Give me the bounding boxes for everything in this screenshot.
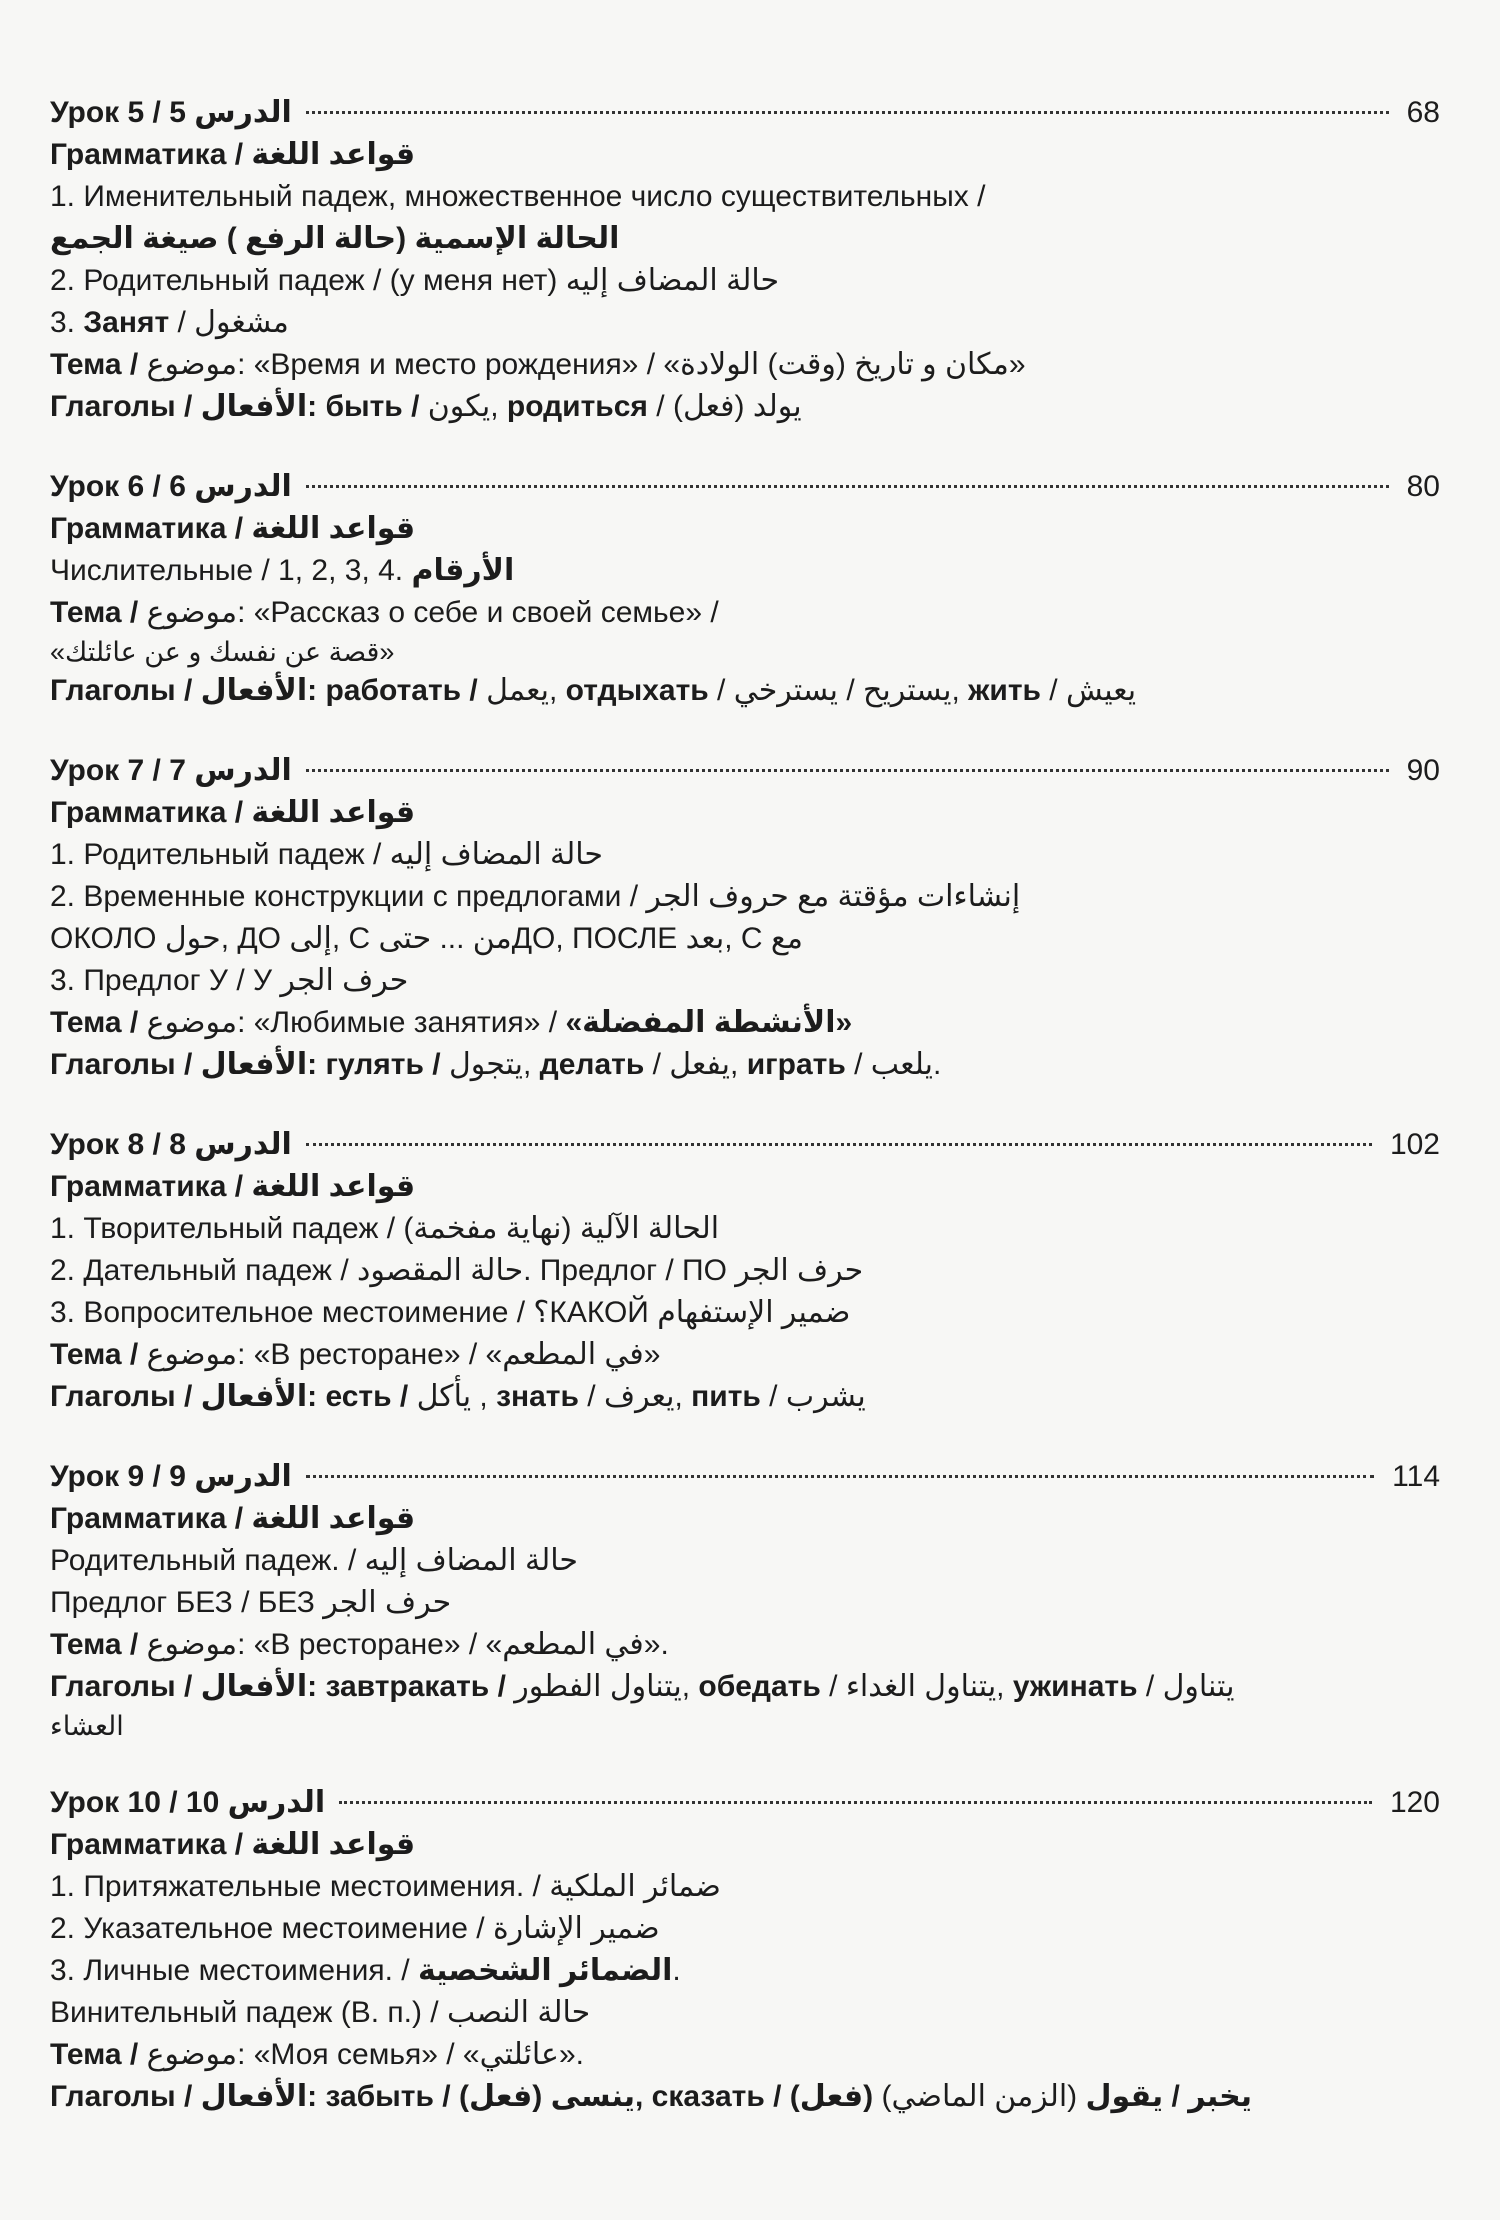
text: 3. (50, 306, 84, 339)
lesson-detail-line (50, 876, 1440, 918)
text: / يستريح / يسترخي, (708, 674, 969, 707)
bold-text: Грамматика / قواعد اللغة (50, 1828, 416, 1861)
text: 2. Указательное местоимение / ضمير الإشارة (50, 1912, 660, 1945)
text: / يشرب (760, 1380, 866, 1413)
lesson-heading-row[interactable] (50, 466, 1440, 508)
page-number: 68 (1406, 96, 1440, 129)
text: 1. Родительный падеж / حالة المضاف إليه (50, 838, 603, 871)
text: يتناول الفطور, (514, 1670, 699, 1703)
text: / يتناول (1137, 1670, 1235, 1703)
text: موضوع: «В ресторане» / «في المطعم» (146, 1338, 661, 1371)
bold-text: Тема / (50, 2038, 147, 2071)
lesson-entry (50, 466, 1440, 712)
lesson-list (50, 92, 1440, 2118)
text: / يتناول الغداء, (820, 1670, 1013, 1703)
lesson-detail-line (50, 1992, 1440, 2034)
lesson-heading-row[interactable] (50, 1782, 1440, 1824)
text: يعمل, (486, 674, 566, 707)
lesson-detail-line (50, 2034, 1440, 2076)
bold-text: Тема / (50, 596, 147, 629)
bold-text: Глаголы / الأفعال: гулять / (50, 1048, 449, 1081)
text: العشاء (50, 1711, 124, 1741)
page-number: 90 (1406, 754, 1440, 787)
text: 2. Дательный падеж / حالة المقصود. Предлог / ПО حرف الجر (50, 1254, 864, 1287)
text: Предлог БЕЗ / БЕЗ حرف الجر (50, 1586, 452, 1619)
text: 2. Родительный падеж / (у меня нет) حالة المضاف إليه (50, 264, 780, 297)
lesson-detail-line (50, 1334, 1440, 1376)
text: 3. Предлог У / У حرف الجر (50, 964, 409, 997)
text: موضوع: «Рассказ о себе и своей семье» / (146, 596, 719, 629)
lesson-entry (50, 1456, 1440, 1744)
dot-leader (306, 1143, 1372, 1146)
lesson-detail-line (50, 1002, 1440, 1044)
text: موضوع: «Время и место рождения» / «مكان و تاريخ (وقت) الولادة» (146, 348, 1026, 381)
text: Винительный падеж (В. п.) / حالة النصب (50, 1996, 591, 2029)
lesson-heading-row[interactable] (50, 92, 1440, 134)
lesson-detail-line (50, 1166, 1440, 1208)
dot-leader (306, 769, 1389, 772)
lesson-title: Урок 8 / 8 الدرس (50, 1128, 292, 1161)
text: (الزمن الماضي) (881, 2080, 1086, 2113)
lesson-entry (50, 750, 1440, 1086)
text: / يولد (فعل) (647, 390, 802, 423)
bold-text: Глаголы / الأفعال: завтракать / (50, 1670, 515, 1703)
page-number: 80 (1406, 470, 1440, 503)
bold-text: Занят (83, 306, 170, 339)
lesson-detail-line (50, 834, 1440, 876)
text: موضوع: «В ресторане» / «في المطعم». (146, 1628, 669, 1661)
text: «قصة عن نفسك و عن عائلتك» (50, 637, 395, 667)
lesson-title: Урок 9 / 9 الدرس (50, 1460, 292, 1493)
bold-text: родиться (506, 390, 648, 423)
lesson-detail-line (50, 1708, 1440, 1744)
bold-text: пить (691, 1380, 761, 1413)
text: . (672, 1954, 681, 1987)
text: / يفعل, (644, 1048, 747, 1081)
text: / يلعب. (845, 1048, 942, 1081)
text: موضوع: «Моя семья» / «عائلتي». (146, 2038, 584, 2071)
bold-text: Глаголы / الأفعال: забыть / (فعل) ينسى, сказать / (فعل) يخبر / يقول (50, 2080, 1252, 2113)
lesson-detail-line (50, 134, 1440, 176)
dot-leader (339, 1801, 1372, 1804)
lesson-detail-line (50, 1498, 1440, 1540)
lesson-detail-line (50, 634, 1440, 670)
lesson-title: Урок 6 / 6 الدرس (50, 470, 292, 503)
bold-text: الأرقام (411, 554, 515, 587)
bold-text: отдыхать (565, 674, 709, 707)
lesson-detail-line (50, 508, 1440, 550)
bold-text: Грамматика / قواعد اللغة (50, 512, 416, 545)
lesson-entry (50, 1782, 1440, 2118)
lesson-detail-line (50, 550, 1440, 592)
text: / يعيش (1040, 674, 1137, 707)
text: يتجول, (448, 1048, 540, 1081)
text: يكون, (427, 390, 507, 423)
lesson-detail-line (50, 344, 1440, 386)
bold-text: играть (746, 1048, 846, 1081)
lesson-heading-row[interactable] (50, 750, 1440, 792)
lesson-detail-line (50, 1908, 1440, 1950)
lesson-detail-line (50, 1044, 1440, 1086)
lesson-detail-line (50, 918, 1440, 960)
bold-text: Грамматика / قواعد اللغة (50, 796, 416, 829)
bold-text: Глаголы / الأفعال: быть / (50, 390, 428, 423)
text: / مشغول (169, 306, 289, 339)
lesson-heading-row[interactable] (50, 1124, 1440, 1166)
text: 1. Притяжательные местоимения. / ضمائر الملكية (50, 1870, 721, 1903)
lesson-detail-line (50, 792, 1440, 834)
lesson-title: Урок 10 / 10 الدرس (50, 1786, 326, 1819)
lesson-title: Урок 5 / 5 الدرس (50, 96, 292, 129)
text: / يعرف, (578, 1380, 692, 1413)
bold-text: Тема / (50, 1628, 147, 1661)
lesson-detail-line (50, 386, 1440, 428)
page-number: 114 (1392, 1460, 1440, 1493)
bold-text: Тема / (50, 1006, 147, 1039)
bold-text: Грамматика / قواعد اللغة (50, 1502, 416, 1535)
bold-text: الضمائر الشخصية (417, 1954, 673, 1987)
lesson-detail-line (50, 302, 1440, 344)
lesson-detail-line (50, 1582, 1440, 1624)
text: يأكل , (416, 1380, 497, 1413)
page-number: 102 (1389, 1128, 1440, 1161)
text: 1. Именительный падеж, множественное число существительных / (50, 180, 986, 213)
lesson-entry (50, 92, 1440, 428)
lesson-detail-line (50, 1824, 1440, 1866)
dot-leader (306, 111, 1389, 114)
lesson-detail-line (50, 1866, 1440, 1908)
lesson-heading-row[interactable] (50, 1456, 1440, 1498)
bold-text: делать (539, 1048, 645, 1081)
text: موضوع: «Любимые занятия» / (146, 1006, 566, 1039)
text: ОКОЛО حول, ДО إلى, С من ... حتىДО, ПОСЛЕ بعد, С مع (50, 922, 803, 955)
text: Родительный падеж. / حالة المضاف إليه (50, 1544, 578, 1577)
lesson-detail-line (50, 1624, 1440, 1666)
bold-text: Грамматика / قواعد اللغة (50, 138, 416, 171)
bold-text: жить (968, 674, 1041, 707)
lesson-entry (50, 1124, 1440, 1418)
lesson-title: Урок 7 / 7 الدرس (50, 754, 292, 787)
lesson-detail-line (50, 1376, 1440, 1418)
text: 3. Личные местоимения. / (50, 1954, 418, 1987)
bold-text: Глаголы / الأفعال: работать / (50, 674, 487, 707)
bold-text: Грамматика / قواعد اللغة (50, 1170, 416, 1203)
text: 3. Вопросительное местоимение / ؟КАКОЙ ضمير الإستفهام (50, 1296, 851, 1329)
bold-text: знать (496, 1380, 579, 1413)
lesson-detail-line (50, 1666, 1440, 1708)
lesson-detail-line (50, 1950, 1440, 1992)
lesson-detail-line (50, 1208, 1440, 1250)
lesson-detail-line (50, 670, 1440, 712)
bold-text: ужинать (1012, 1670, 1138, 1703)
bold-text: обедать (698, 1670, 821, 1703)
lesson-detail-line (50, 1250, 1440, 1292)
bold-text: Тема / (50, 1338, 147, 1371)
page-number: 120 (1389, 1786, 1440, 1819)
lesson-detail-line (50, 260, 1440, 302)
text: 1. Творительный падеж / (نهاية مفخمة) الحالة الآلية (50, 1212, 720, 1245)
lesson-detail-line (50, 1292, 1440, 1334)
bold-text: «الأنشطة المفضلة» (565, 1006, 853, 1039)
dot-leader (306, 485, 1389, 488)
lesson-detail-line (50, 1540, 1440, 1582)
lesson-detail-line (50, 2076, 1440, 2118)
lesson-detail-line (50, 218, 1440, 260)
bold-text: Глаголы / الأفعال: есть / (50, 1380, 417, 1413)
lesson-detail-line (50, 592, 1440, 634)
bold-text: الحالة الإسمية (حالة الرفع ) صيغة الجمع (50, 222, 620, 255)
text: 2. Временные конструкции с предлогами / إنشاءات مؤقتة مع حروف الجر (50, 880, 1021, 913)
bold-text: Тема / (50, 348, 147, 381)
lesson-detail-line (50, 176, 1440, 218)
dot-leader (306, 1475, 1374, 1478)
lesson-detail-line (50, 960, 1440, 1002)
text: Числительные / 1, 2, 3, 4. (50, 554, 412, 587)
